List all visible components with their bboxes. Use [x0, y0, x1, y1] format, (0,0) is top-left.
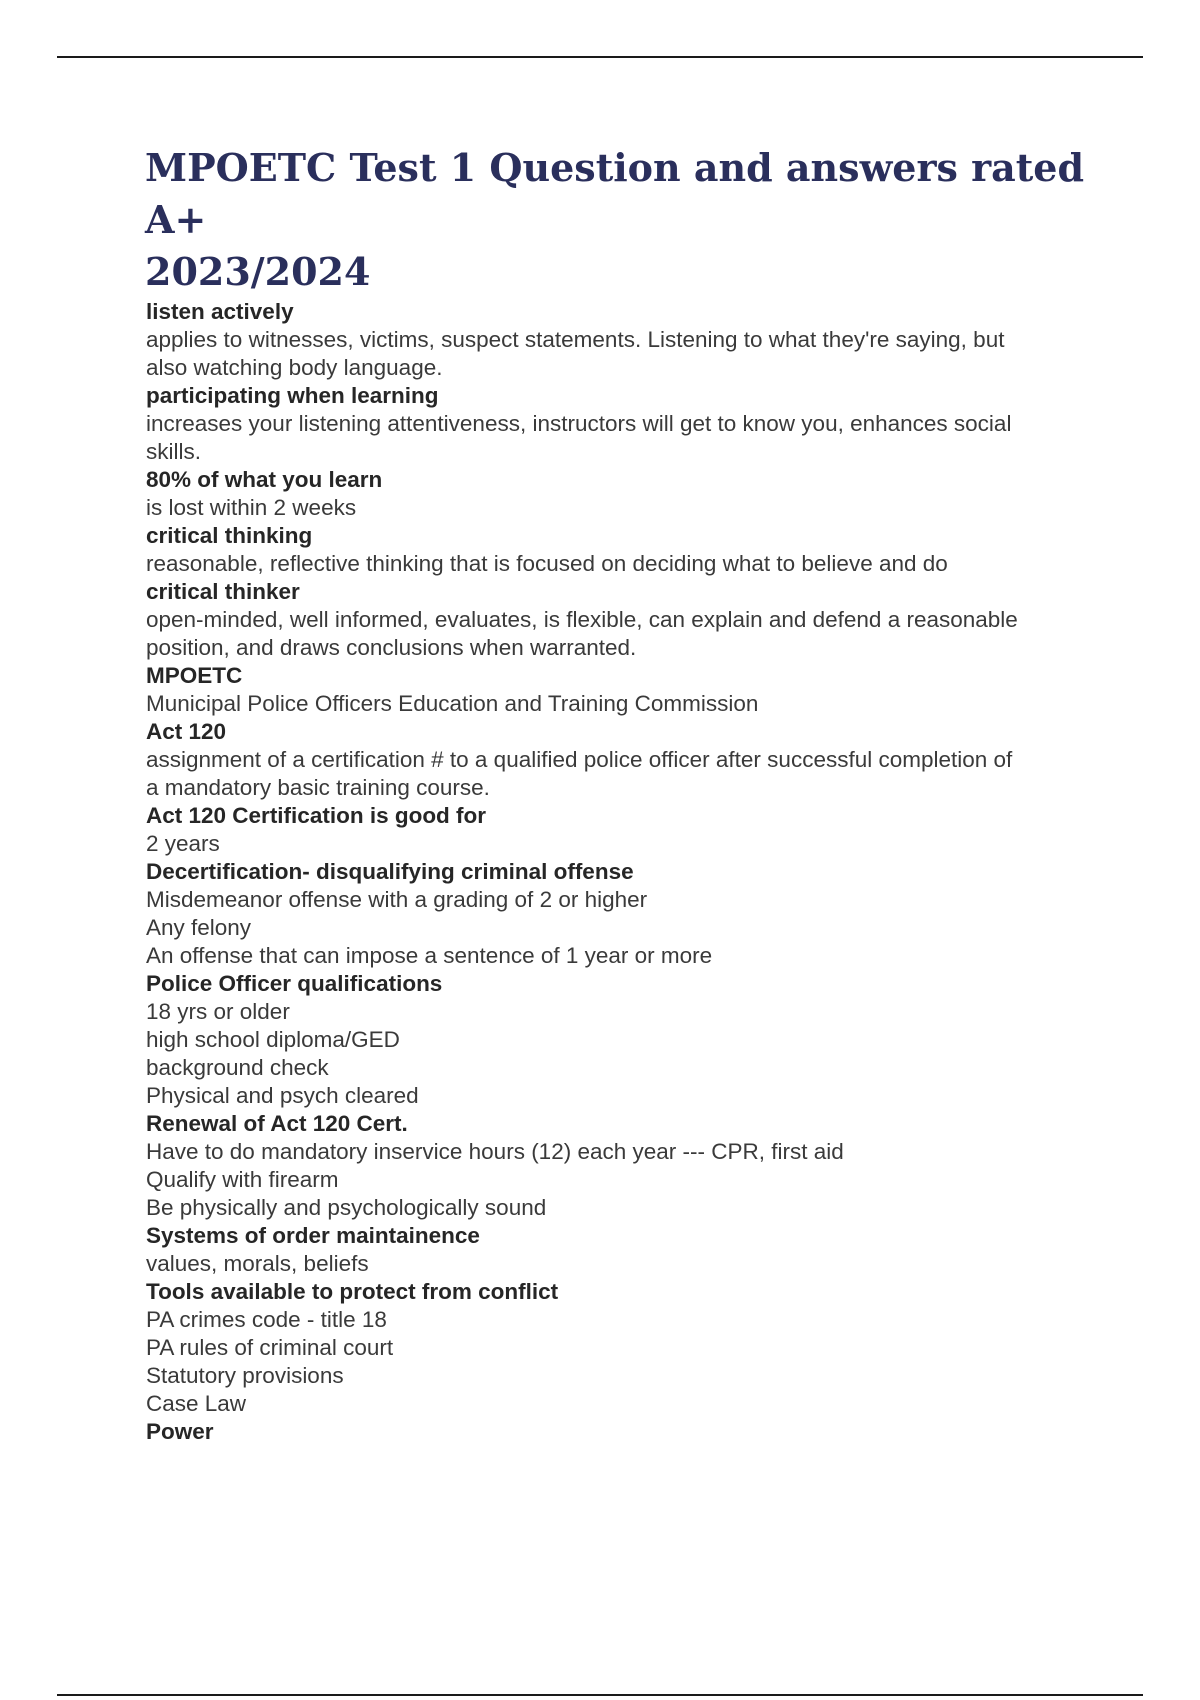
qa-definition-line: Case Law	[146, 1391, 247, 1416]
qa-term: critical thinker	[146, 579, 300, 604]
top-rule	[57, 56, 1143, 58]
qa-definition-line: PA rules of criminal court	[146, 1335, 394, 1360]
qa-definition-line: assignment of a certification # to a qualified police officer after successful completion of	[146, 747, 1013, 772]
qa-definition-line: An offense that can impose a sentence of 1 year or more	[146, 943, 713, 968]
qa-definition-line: skills.	[146, 439, 201, 464]
qa-definition	[146, 830, 1106, 858]
qa-definition-line: open-minded, well informed, evaluates, is flexible, can explain and defend a reasonable	[146, 607, 1018, 632]
document-title	[145, 142, 1105, 298]
bottom-rule	[57, 1694, 1143, 1696]
qa-definition-line: a mandatory basic training course.	[146, 775, 490, 800]
qa-term: listen actively	[146, 299, 294, 324]
qa-term: Power	[146, 1419, 214, 1444]
qa-term: MPOETC	[146, 663, 243, 688]
qa-definition-line: is lost within 2 weeks	[146, 495, 357, 520]
qa-term: critical thinking	[146, 523, 313, 548]
qa-definition-line: also watching body language.	[146, 355, 443, 380]
qa-definition-line: Qualify with firearm	[146, 1167, 339, 1192]
qa-definition	[146, 550, 1106, 578]
qa-definition	[146, 494, 1106, 522]
qa-definition-line: Municipal Police Officers Education and Training Commission	[146, 691, 759, 716]
qa-definition	[146, 1138, 1106, 1222]
qa-definition-line: Any felony	[146, 915, 252, 940]
qa-term: 80% of what you learn	[146, 467, 383, 492]
qa-term: Police Officer qualifications	[146, 971, 443, 996]
qa-definition	[146, 326, 1106, 382]
qa-definition-line: Physical and psych cleared	[146, 1083, 419, 1108]
qa-term: Act 120	[146, 719, 227, 744]
qa-term: Act 120 Certification is good for	[146, 803, 487, 828]
qa-definition-line: high school diploma/GED	[146, 1027, 400, 1052]
question-answer-list	[146, 298, 1106, 1446]
qa-definition-line: Misdemeanor offense with a grading of 2 or higher	[146, 887, 648, 912]
qa-term: Tools available to protect from conflict	[146, 1279, 559, 1304]
qa-term: Systems of order maintainence	[146, 1223, 480, 1248]
qa-definition	[146, 886, 1106, 970]
qa-definition	[146, 746, 1106, 802]
qa-definition-line: 2 years	[146, 831, 220, 856]
qa-definition	[146, 690, 1106, 718]
qa-definition-line: increases your listening attentiveness, instructors will get to know you, enhances social	[146, 411, 1012, 436]
qa-term: Renewal of Act 120 Cert.	[146, 1111, 408, 1136]
qa-definition	[146, 1250, 1106, 1278]
qa-definition-line: position, and draws conclusions when warranted.	[146, 635, 637, 660]
qa-definition	[146, 410, 1106, 466]
qa-definition	[146, 998, 1106, 1110]
qa-definition	[146, 606, 1106, 662]
qa-term: participating when learning	[146, 383, 439, 408]
qa-definition	[146, 1306, 1106, 1418]
qa-definition-line: reasonable, reflective thinking that is focused on deciding what to believe and do	[146, 551, 948, 576]
qa-term: Decertification- disqualifying criminal offense	[146, 859, 634, 884]
document-title-line-2: 2023/2024	[145, 249, 371, 294]
qa-definition-line: background check	[146, 1055, 329, 1080]
qa-definition-line: 18 yrs or older	[146, 999, 290, 1024]
qa-definition-line: Be physically and psychologically sound	[146, 1195, 547, 1220]
document-title-line-1: MPOETC Test 1 Question and answers rated A+	[145, 145, 1085, 242]
qa-definition-line: applies to witnesses, victims, suspect statements. Listening to what they're saying, but	[146, 327, 1005, 352]
qa-definition-line: Have to do mandatory inservice hours (12) each year --- CPR, first aid	[146, 1139, 844, 1164]
qa-definition-line: values, morals, beliefs	[146, 1251, 369, 1276]
qa-definition-line: PA crimes code - title 18	[146, 1307, 387, 1332]
qa-definition-line: Statutory provisions	[146, 1363, 344, 1388]
